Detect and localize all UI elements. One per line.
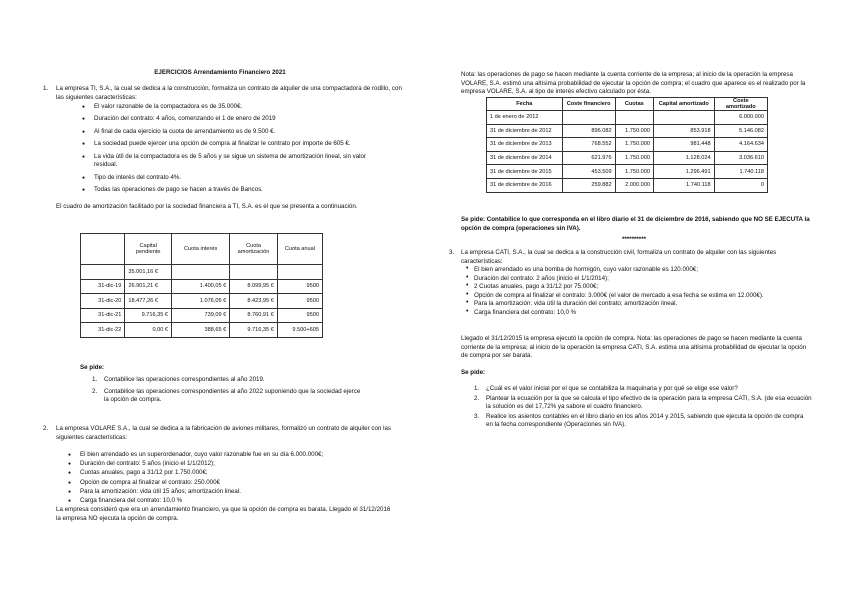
- table-intro: El cuadro de amortización facilitado por la sociedad financiera a TI, S.A. es el que se presenta a continuación.: [56, 203, 358, 210]
- question-text: ¿Cuál es el valor inicial por el que se contabiliza la maquinaria y por qué se elige ese valor?: [486, 385, 738, 392]
- list-item: ● Opción de compra al finalizar el contrato: 250.000€: [66, 479, 396, 488]
- table-cell: 1.128.024: [653, 151, 714, 165]
- table-header: Coste amortizado: [714, 98, 767, 111]
- table-cell: 1.740.118: [714, 165, 767, 179]
- list-item: [474, 395, 812, 412]
- table-cell: 9.500+605: [277, 323, 322, 338]
- se-pide-heading: Se pide:: [80, 364, 105, 371]
- exercise-3-questions: [474, 385, 812, 430]
- exercise-1-bullets: [80, 103, 370, 195]
- table-cell: 896.082: [562, 124, 615, 138]
- exercise-2-number: 2.: [43, 425, 49, 432]
- question-number: 1.: [92, 376, 98, 383]
- list-item: • Opción de compra al finalizar el contrato: 3.000€ (el valor de mercado a esa fecha se estima en 12.000€).: [464, 292, 784, 301]
- table-cell: 1.296.491: [653, 165, 714, 179]
- table-cell: 8.423,95 €: [230, 294, 278, 309]
- table-cell: 9.716,35 €: [230, 323, 278, 338]
- table-row: [81, 294, 323, 309]
- table-row: [487, 138, 768, 152]
- se-pide-2: Se pide: Contabilice lo que corresponda en el libro diario el 31 de diciembre de 2016, sabiendo que NO SE EJECUTA la opción de compra (operaciones sin IVA).: [461, 216, 810, 232]
- table-cell: 1.750.000: [615, 165, 653, 179]
- table-cell: 1.076,05 €: [172, 294, 230, 309]
- table-cell: 2.000.000: [615, 178, 653, 192]
- exercise-2-intro: La empresa VOLARE S.A., la cual se dedica a la fabricación de aviones militares, formalizó un contrato de alquiler con las siguientes características:: [56, 425, 391, 441]
- exercise-1-intro: La empresa TI, S.A., la cual se dedica a la construcción, formaliza un contrato de alquiler de una compactadora de rodillo, con las siguientes características:: [56, 85, 402, 101]
- table-cell: 388,65 €: [172, 323, 230, 338]
- question-number: 2.: [474, 394, 480, 402]
- list-item: ● Tipo de interés del contrato 4%.: [80, 174, 370, 183]
- table-row: [487, 111, 768, 125]
- table-cell: [615, 111, 653, 125]
- table-cell: 1.750.000: [615, 138, 653, 152]
- question-text: Plantear la ecuación por la que se calcula el tipo efectivo de la operación para la empresa CATI, S.A. (de esa ecuación la solución es del 17,72% ya sabore el cuadro financiero.: [486, 394, 812, 411]
- table-cell: 9500: [277, 279, 322, 294]
- table-cell: [230, 265, 278, 280]
- table-header: Capital pendiente: [125, 234, 172, 265]
- list-item: ● Carga financiera del contrato: 10,0 %: [66, 497, 396, 506]
- list-item: ● La sociedad puede ejercer una opción de compra al finalizar le contrato por importe de 605 €.: [80, 140, 370, 149]
- exercise-3-number: 3.: [449, 249, 455, 256]
- table-row: [81, 308, 323, 323]
- list-item: [474, 385, 812, 394]
- table-row: [487, 124, 768, 138]
- document-title: EJERCICIOS Arrendamiento Financiero 2021: [154, 69, 286, 76]
- se-pide-heading: Se pide:: [461, 369, 486, 376]
- table-cell: 5.146.082: [714, 124, 767, 138]
- table-cell: [277, 265, 322, 280]
- table-cell: 621.976: [562, 151, 615, 165]
- table-cell: 31-dic-19: [81, 279, 125, 294]
- table-cell: 0,00 €: [125, 323, 172, 338]
- table-cell: 31 de diciembre de 2013: [487, 138, 563, 152]
- table-row: [81, 279, 323, 294]
- question-text: Realice los asientos contables en el libro diario en los años 2014 y 2015, sabiendo que ejecuta la opción de compra en la fecha correspondiente (Operaciones sin IVA).: [486, 412, 804, 429]
- exercise-2-bullets: [66, 451, 396, 506]
- table-cell: 853.918: [653, 124, 714, 138]
- table-cell: 0: [714, 178, 767, 192]
- table-cell: 9500: [277, 294, 322, 309]
- list-item: ● El bien arrendado es un superordenador, cuyo valor razonable fue en su día 6.000.000€;: [66, 451, 396, 460]
- exercise-3-closing: Llegado el 31/12/2015 la empresa ejecutó la opción de compra. Nota: las operaciones de pago se hacen mediante la cuenta corriente de la empresa; al inicio de la operación la empresa CATI, S.A. estima una altísima probabilidad de ejecutar la opción de compra por ser barata.: [461, 335, 807, 360]
- list-item: ● Duración del contrato: 5 años (inicio el 1/1/2012);: [66, 460, 396, 469]
- right-page: [424, 0, 848, 599]
- list-item: ● El valor razonable de la compactadora es de 35.000€.: [80, 103, 370, 112]
- table-cell: 453.509: [562, 165, 615, 179]
- table-cell: 31 de diciembre de 2016: [487, 178, 563, 192]
- list-item: [92, 388, 362, 405]
- exercise-1-number: 1.: [43, 85, 49, 92]
- list-item: [92, 376, 362, 385]
- table-cell: 1.740.118: [653, 178, 714, 192]
- table-cell: [81, 265, 125, 280]
- question-number: 1.: [474, 385, 480, 392]
- table-cell: 768.552: [562, 138, 615, 152]
- separator: **********: [621, 236, 647, 243]
- question-text: Contabilice las operaciones correspondientes al año 2022 suponiendo que la sociedad ejerce la opción de compra.: [104, 387, 361, 404]
- table-row: [81, 265, 323, 280]
- table-cell: 6.000.000: [714, 111, 767, 125]
- table-header: Cuota interés: [172, 234, 230, 265]
- table-header: Fecha: [487, 98, 563, 111]
- question-text: Contabilice las operaciones correspondientes al año 2019.: [104, 376, 265, 383]
- table-row: [487, 151, 768, 165]
- table-cell: 981.448: [653, 138, 714, 152]
- list-item: ● Todas las operaciones de pago se hacen a través de Bancos.: [80, 186, 370, 195]
- table-cell: 9.716,35 €: [125, 308, 172, 323]
- table-cell: 31-dic-20: [81, 294, 125, 309]
- list-item: ● Duración del contrato: 4 años, comenzando el 1 de enero de 2019: [80, 115, 370, 124]
- table-cell: 739,09 €: [172, 308, 230, 323]
- table-cell: 18.477,26 €: [125, 294, 172, 309]
- table-cell: 9500: [277, 308, 322, 323]
- table-cell: 31 de diciembre de 2014: [487, 151, 563, 165]
- table-cell: 1 de enero de 2012: [487, 111, 563, 125]
- table-cell: 3.036.610: [714, 151, 767, 165]
- financial-table: [486, 97, 768, 193]
- list-item: ● La vida útil de la compactadora es de 5 años y se sigue un sistema de amortización lineal, sin valor residual.: [80, 153, 370, 170]
- table-cell: 26.901,21 €: [125, 279, 172, 294]
- table-header: Cuotas: [615, 98, 653, 111]
- question-number: 3.: [474, 412, 480, 420]
- table-header: Coste financiero: [562, 98, 615, 111]
- table-header: [81, 234, 125, 265]
- table-cell: 1.400,05 €: [172, 279, 230, 294]
- table-header: Capital amortizado: [653, 98, 714, 111]
- list-item: [474, 413, 812, 430]
- exercise-2-closing: La empresa consideró que era un arrendamiento financiero, ya que la opción de compra es barata. Llegado el 31/12/2016 la empresa NO ejecuta la opción de compra.: [56, 506, 391, 522]
- table-row: [487, 178, 768, 192]
- table-cell: 31-dic-21: [81, 308, 125, 323]
- table-cell: [562, 111, 615, 125]
- table-cell: 31-dic-22: [81, 323, 125, 338]
- amortization-table: [80, 233, 323, 338]
- table-cell: 31 de diciembre de 2015: [487, 165, 563, 179]
- table-row: [81, 323, 323, 338]
- exercise-3-intro: La empresa CATI, S.A., la cual se dedica a la construcción civil, formaliza un contrato de alquiler con las siguientes características:: [461, 249, 777, 265]
- exercise-1-questions: [92, 376, 362, 405]
- table-cell: [653, 111, 714, 125]
- table-cell: 31 de diciembre de 2012: [487, 124, 563, 138]
- table-cell: 1.750.000: [615, 151, 653, 165]
- question-number: 2.: [92, 387, 98, 395]
- list-item: • El bien arrendado es una bomba de hormigón, cuyo valor razonable es 120.000€;: [464, 266, 784, 275]
- list-item: ● Al final de cada ejercicio la cuota de arrendamiento es de 9.500 €.: [80, 128, 370, 137]
- list-item: • Para la amortización: vida útil la duración del contrato; amortización lineal.: [464, 300, 784, 309]
- table-header-row: [81, 234, 323, 265]
- list-item: ● Cuotas anuales, pago a 31/12 por 1.750.000€;: [66, 469, 396, 478]
- table-cell: 1.750.000: [615, 124, 653, 138]
- table-cell: 35.001,16 €: [125, 265, 172, 280]
- table-cell: [172, 265, 230, 280]
- exercise-2-note: Nota: las operaciones de pago se hacen mediante la cuenta corriente de la empresa; al inicio de la operación la empresa VOLARE, S.A. estimó una altísima probabilidad de ejecutar la opción de compra; el cuadro que aparece es el realizado por la empresa VOLARE, S.A. al tipo de interés efectivo calculado por ésta.: [461, 71, 806, 96]
- list-item: • Carga financiera del contrato: 10,0 %: [464, 309, 784, 318]
- list-item: ● Para la amortización: vida útil 15 años; amortización lineal.: [66, 488, 396, 497]
- table-header: Cuota amortización: [230, 234, 278, 265]
- list-item: • Duración del contrato: 2 años (inicio el 1/1/2014);: [464, 275, 784, 284]
- table-cell: 8.099,95 €: [230, 279, 278, 294]
- list-item: • 2 Cuotas anuales, pago a 31/12 por 75.000€;: [464, 283, 784, 292]
- table-row: [487, 165, 768, 179]
- exercise-3-bullets: [464, 266, 784, 318]
- table-cell: 8.760,91 €: [230, 308, 278, 323]
- table-cell: 4.164.634: [714, 138, 767, 152]
- table-header-row: [487, 98, 768, 111]
- table-cell: 259.882: [562, 178, 615, 192]
- table-header: Cuota anual: [277, 234, 322, 265]
